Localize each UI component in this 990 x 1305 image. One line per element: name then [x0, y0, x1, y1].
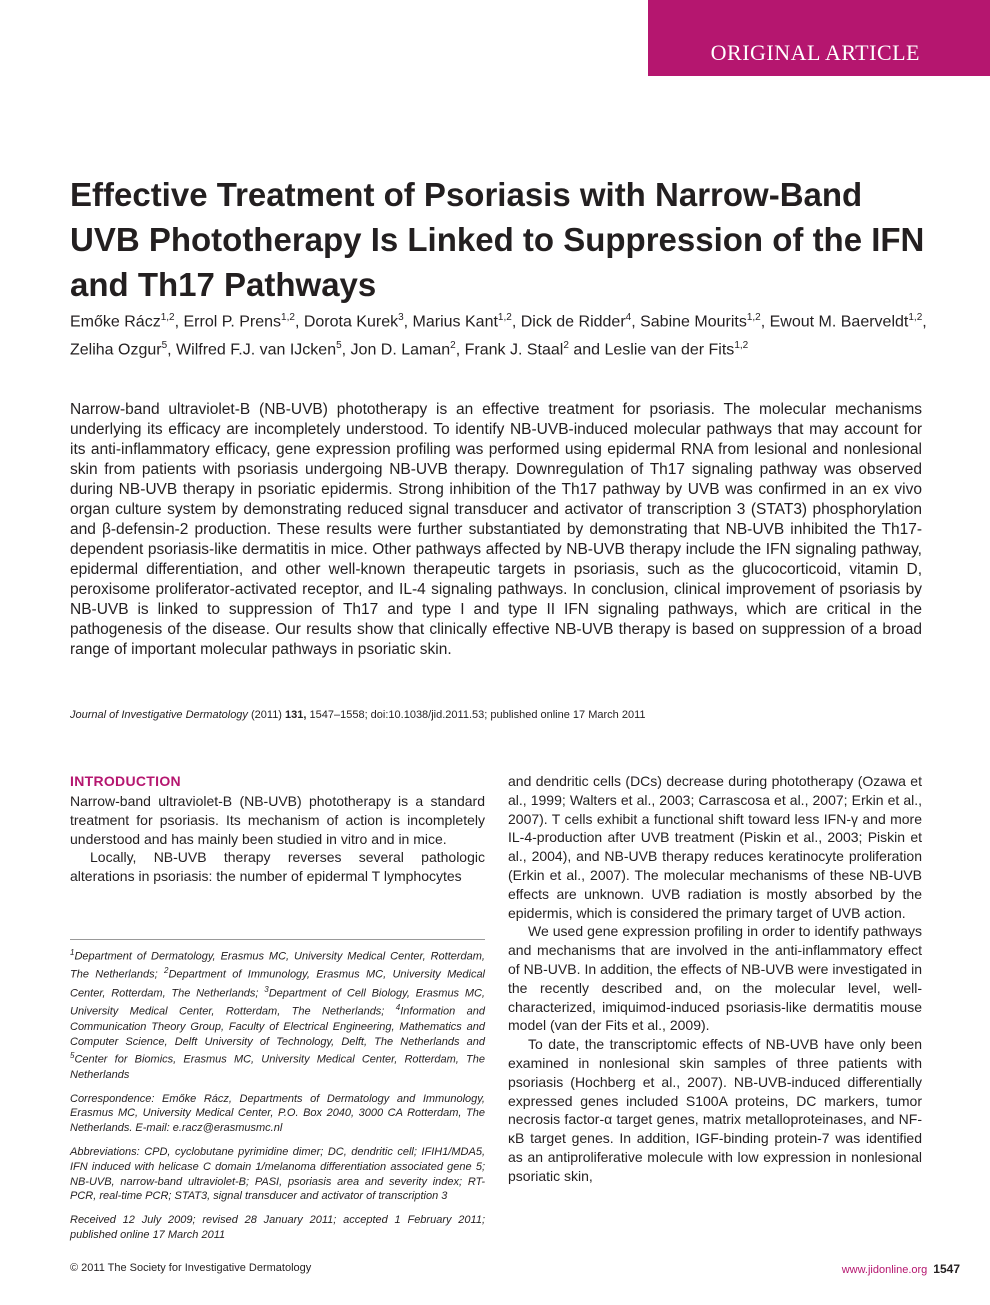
author-name: Frank J. Staal — [464, 341, 564, 359]
author-separator: , — [167, 341, 177, 359]
author-separator: , — [341, 341, 351, 359]
author-name: Dick de Ridder — [520, 313, 626, 331]
author-name: Errol P. Prens — [183, 313, 282, 331]
author-separator: , — [760, 313, 770, 331]
right-paragraph-3: To date, the transcriptomic effects of NB-UVB have only been examined in nonlesional skin samples of three patients with psoriasis (Hochberg et al., 2007). NB-UVB-induced differentially expressed genes included S100A proteins, DC markers, tumor necrosis factor-α target genes, matrix metalloproteinases, and NF-κB target genes. In addition, IGF-binding protein-7 was identified as an antiproliferative molecule with low expression in nonlesional psoriatic skin, — [508, 1036, 922, 1184]
author-affiliation: 5 — [161, 340, 168, 352]
footnote-divider — [70, 939, 485, 940]
author-separator: and — [568, 341, 605, 359]
right-paragraph-2: We used gene expression profiling in order to identify pathways and mechanisms that are involved in the anti-inflammatory effect of NB-UVB. In addition, the effects of NB-UVB were investigated in the recently described and, on the molecular level, well-characterized, imiquimod-induced psoriasis-like dermatitis mouse model (van der Fits et al., 2009). — [508, 923, 922, 1034]
author-separator: , — [922, 313, 927, 331]
affiliation-number: 1 — [70, 948, 75, 957]
correspondence-footnote: Correspondence: Emőke Rácz, Departments of Dermatology and Immunology, Erasmus MC, University Medical Center, P.O. Box 2040, 3000 CA Rotterdam, The Netherlands. E-mail: e.racz@erasmusmc.nl — [70, 1092, 485, 1135]
affiliations-footnote — [70, 946, 485, 1083]
author-affiliation: 4 — [625, 312, 632, 323]
author-name: Ewout M. Baerveldt — [769, 313, 909, 331]
abbreviations-footnote: Abbreviations: CPD, cyclobutane pyrimidine dimer; DC, dendritic cell; IFIH1/MDA5, IFN induced with helicase C domain 1/melanoma differentiation associated gene 5; NB-UVB, narrow-band ultraviolet-B; PASI, psoriasis area and severity index; RT-PCR, real-time PCR; STAT3, signal transducer and activator of transcription 3 — [70, 1146, 485, 1203]
affiliation-text: Center for Biomics, Erasmus MC, University Medical Center, Rotterdam, The Netherlands — [70, 1054, 485, 1081]
author-affiliation: 1,2 — [497, 312, 512, 323]
author-affiliation: 1,2 — [160, 312, 175, 323]
copyright-notice: © 2011 The Society for Investigative Dermatology — [70, 1262, 312, 1274]
author-affiliation: 1,2 — [734, 340, 749, 352]
author-name: Wilfred F.J. van IJcken — [176, 341, 337, 359]
citation-details: 1547–1558; doi:10.1038/jid.2011.53; published online 17 March 2011 — [306, 709, 646, 721]
journal-name: Journal of Investigative Dermatology — [70, 709, 248, 721]
affiliation-text: Department of Immunology, Erasmus MC, University Medical Center, Rotterdam, The Netherlands; — [70, 969, 486, 1000]
author-affiliation: 1,2 — [281, 312, 295, 323]
left-column — [70, 772, 485, 886]
author-name: Leslie van der Fits — [604, 341, 735, 359]
abstract: Narrow-band ultraviolet-B (NB-UVB) phototherapy is an effective treatment for psoriasis. The molecular mechanisms underlying its efficacy are incompletely understood. To identify NB-UVB-induced molecular pathways that may account for its anti-inflammatory efficacy, gene expression profiling was performed using epidermal RNA from lesional and nonlesional skin from patients with psoriasis undergoing NB-UVB therapy. Downregulation of Th17 signaling pathway was observed during NB-UVB therapy in psoriatic epidermis. Strong inhibition of the Th17 pathway by UVB was confirmed in an ex vivo organ culture system by demonstrating reduced signal transducer and activator of transcription 3 (STAT3) phosphorylation and β-defensin-2 production. These results were further substantiated by demonstrating that NB-UVB inhibited the Th17-dependent psoriasis-like dermatitis in mice. Other pathways affected by NB-UVB therapy include the IFN signaling pathway, epidermal differentiation, and other well-known therapeutic targets in psoriasis, such as the glucocorticoid, vitamin D, peroxisome proliferator-activated receptor, and IL-4 signaling pathways. In conclusion, clinical improvement of psoriasis by NB-UVB is linked to suppression of Th17 and type I and type II IFN signaling pathways, which are critical in the pathogenesis of the disease. Our results show that clinically effective NB-UVB therapy is based on suppression of a broad range of important molecular pathways in psoriatic skin. — [70, 401, 922, 658]
footnotes — [70, 946, 485, 1252]
author-affiliation: 3 — [398, 312, 404, 323]
affiliation-number: 2 — [164, 966, 169, 976]
affiliation-text: Information and Communication Theory Group, Faculty of Electrical Engineering, Mathematics and Computer Science, Delft University of Technology, Delft, The Netherlands and — [70, 1006, 485, 1048]
author-name: Jon D. Laman — [350, 341, 451, 359]
author-name: Zeliha Ozgur — [70, 341, 162, 359]
affiliation-text: Department of Cell Biology, Erasmus MC, University Medical Center, Rotterdam, The Netherlands; — [70, 987, 485, 1019]
author-name: Marius Kant — [412, 313, 498, 331]
author-affiliation: 2 — [563, 340, 569, 352]
author-name: Emőke Rácz — [70, 313, 161, 331]
author-separator: , — [174, 313, 184, 331]
intro-paragraph-1: Narrow-band ultraviolet-B (NB-UVB) phototherapy is a standard treatment for psoriasis. Its mechanism of action is incompletely understood and has mainly been studied in vitro and in mice. — [70, 793, 485, 847]
author-separator: , — [294, 313, 304, 331]
author-name: Dorota Kurek — [303, 313, 399, 331]
citation-volume: 131, — [285, 709, 307, 721]
affiliation-number: 3 — [264, 984, 269, 994]
page-footer — [842, 1262, 960, 1276]
affiliation-text: Department of Dermatology, Erasmus MC, University Medical Center, Rotterdam, The Netherlands; — [70, 950, 485, 982]
intro-paragraph-2: Locally, NB-UVB therapy reverses several pathologic alterations in psoriasis: the number of epidermal T lymphocytes — [70, 849, 485, 885]
author-affiliation: 2 — [450, 340, 456, 352]
page-number: 1547 — [933, 1262, 960, 1276]
author-affiliation: 1,2 — [746, 312, 761, 323]
author-separator: , — [511, 313, 521, 331]
right-paragraph-1: and dendritic cells (DCs) decrease during phototherapy (Ozawa et al., 1999; Walters et al., 2003; Carrascosa et al., 2007; Erkin et al., 2007). T cells exhibit a functional shift toward less IFN-γ and more IL-4-production after UVB treatment (Piskin et al., 2003; Piskin et al., 2004), and NB-UVB therapy reduces keratinocyte proliferation (Erkin et al., 2007). The molecular mechanisms of these NB-UVB effects are unknown. UVB radiation is mostly absorbed by the epidermis, which is considered the primary target of UVB action. — [508, 773, 922, 921]
article-type-label: ORIGINAL ARTICLE — [710, 40, 920, 65]
author-separator: , — [455, 341, 465, 359]
introduction-heading: INTRODUCTION — [70, 773, 181, 789]
author-separator: , — [403, 313, 413, 331]
article-type-banner — [648, 0, 990, 76]
right-column — [508, 772, 922, 1186]
author-affiliation: 5 — [336, 340, 342, 352]
citation-year: (2011) — [247, 709, 286, 721]
citation-line — [70, 708, 930, 722]
received-footnote: Received 12 July 2009; revised 28 January 2011; accepted 1 February 2011; published online 17 March 2011 — [70, 1214, 485, 1242]
affiliation-number: 5 — [70, 1051, 75, 1061]
journal-url-link[interactable]: www.jidonline.org — [841, 1264, 928, 1276]
author-list — [70, 306, 930, 363]
author-separator: , — [631, 313, 641, 331]
author-name: Sabine Mourits — [640, 313, 747, 331]
affiliation-number: 4 — [395, 1003, 401, 1013]
author-affiliation: 1,2 — [908, 312, 923, 323]
article-title: Effective Treatment of Psoriasis with Narrow-Band UVB Phototherapy Is Linked to Suppression of the IFN and Th17 Pathways — [70, 176, 925, 303]
